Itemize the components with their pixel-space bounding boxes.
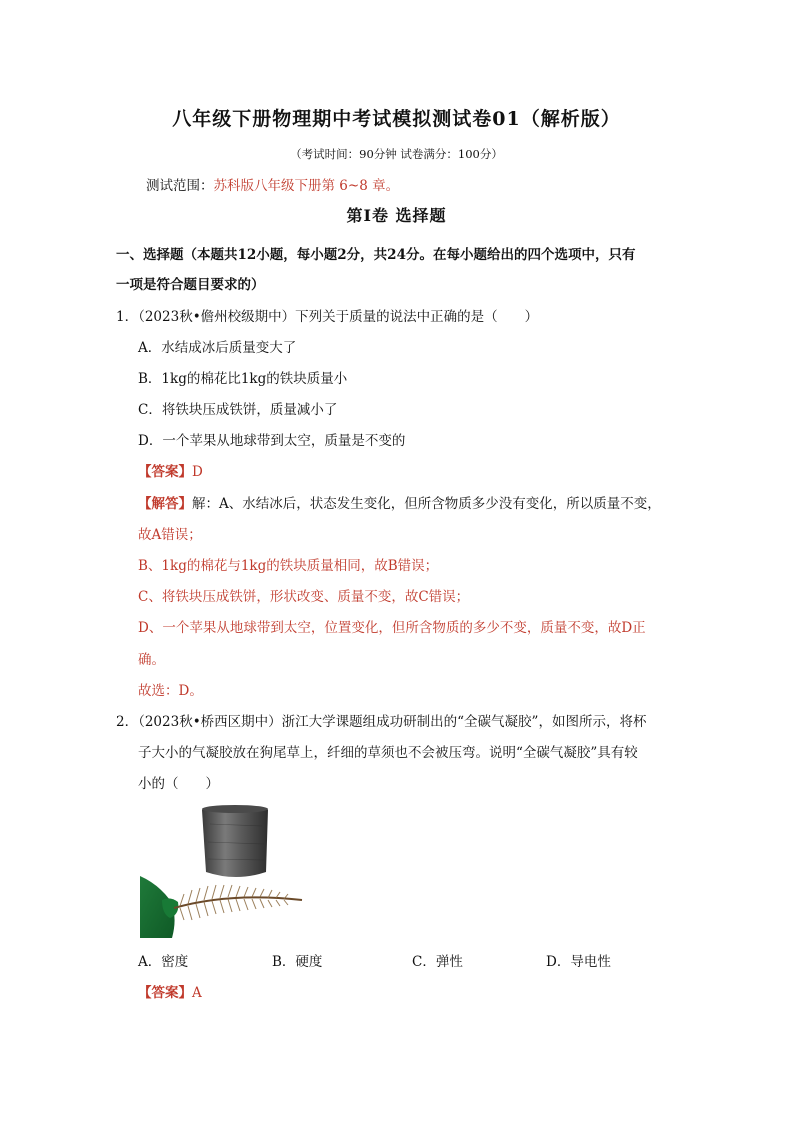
test-scope [146,174,399,194]
question-1-explanation-line-3: B、1kg的棉花与1kg的铁块质量相同，故B错误； [138,558,439,574]
question-2-option-c: C．弹性 [412,954,463,970]
question-2-stem-line-2: 子大小的气凝胶放在狗尾草上，纤细的草须也不会被压弯。说明“全碳气凝胶”具有较 [138,745,638,761]
question-2-options [0,950,793,970]
question-1-explanation-line-2: 故A错误； [138,527,202,543]
page-title: 八年级下册物理期中考试模拟测试卷01（解析版） [172,108,621,130]
aerogel-on-grass-image [140,804,308,938]
question-1-explanation-line-5: D、一个苹果从地球带到太空，位置变化，但所含物质的多少不变，质量不变，故D正 [138,620,646,636]
question-1-explanation-line-1 [138,492,661,512]
question-2-stem-line-1: 2．（2023秋•桥西区期中）浙江大学课题组成功研制出的“全碳气凝胶”，如图所示，将杯 [116,714,647,730]
test-scope-label: 测试范围： [146,178,214,194]
instructions-line-2: 一项是符合题目要求的） [116,277,265,293]
exam-info: （考试时间：90分钟 试卷满分：100分） [290,147,503,161]
question-1-answer [138,460,203,480]
question-1-option-d: D．一个苹果从地球带到太空，质量是不变的 [138,433,406,449]
section-title: 第Ⅰ卷 选择题 [346,206,447,225]
answer-value: A [192,985,202,1001]
answer-label: 【答案】 [138,985,192,1001]
question-2-option-a: A．密度 [138,954,189,970]
question-2-answer [138,981,202,1001]
question-1-option-b: B．1kg的棉花比1kg的铁块质量小 [138,371,348,387]
explanation-label: 【解答】 [138,496,192,512]
question-1-choice: 故选：D。 [138,683,203,699]
question-2-option-d: D．导电性 [546,954,611,970]
answer-label: 【答案】 [138,464,192,480]
instructions-line-1: 一、选择题（本题共12小题，每小题2分，共24分。在每小题给出的四个选项中，只有 [116,247,636,263]
question-1-explanation-line-6: 确。 [138,652,165,668]
question-2-stem-line-3: 小的（ ） [138,776,219,792]
question-1-option-c: C．将铁块压成铁饼，质量减小了 [138,402,338,418]
answer-value: D [192,464,203,480]
test-scope-value: 苏科版八年级下册第 6~8 章。 [213,178,400,194]
question-1-option-a: A．水结成冰后质量变大了 [138,340,297,356]
question-2-option-b: B．硬度 [272,954,323,970]
question-1-explanation-line-4: C、将铁块压成铁饼，形状改变、质量不变，故C错误； [138,589,470,605]
explanation-text: 解：A、水结冰后，状态发生变化，但所含物质多少没有变化，所以质量不变， [192,496,661,512]
question-1-stem: 1．（2023秋•儋州校级期中）下列关于质量的说法中正确的是（ ） [116,309,539,325]
